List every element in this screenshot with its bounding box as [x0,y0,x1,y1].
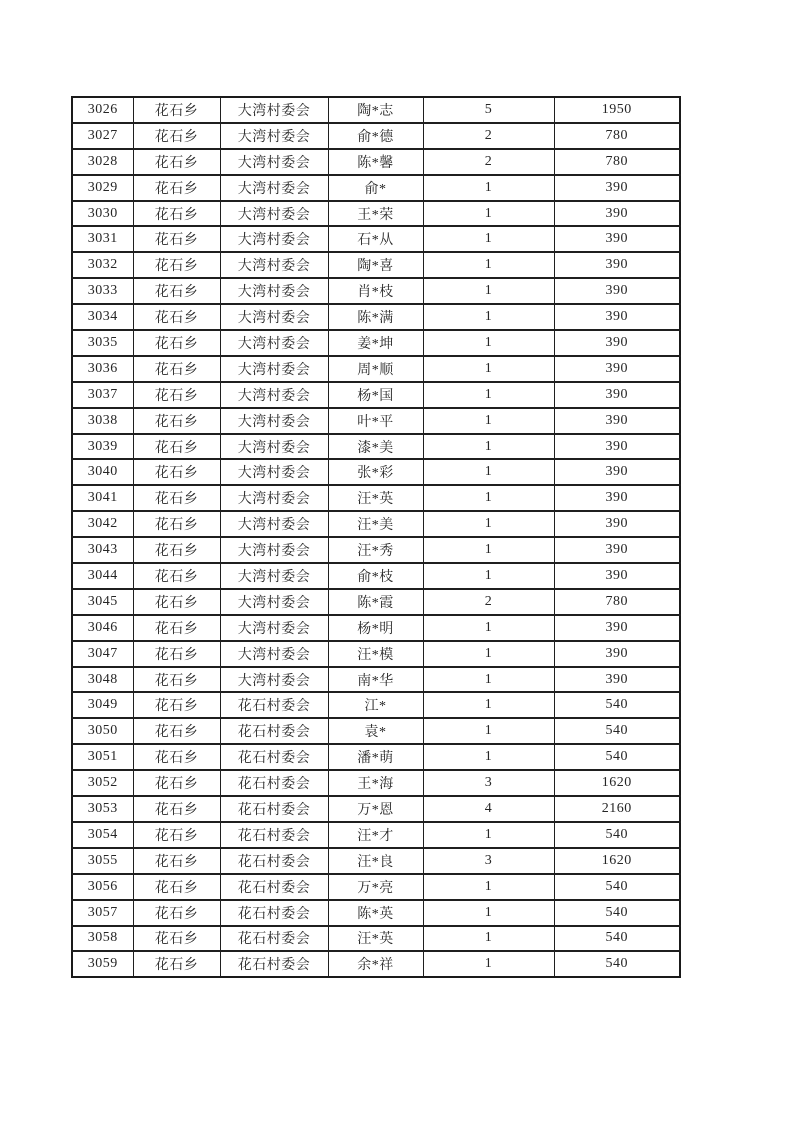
cell-seq-number: 3051 [72,744,133,770]
cell-amount: 390 [554,434,680,460]
table-body [72,97,680,977]
cell-amount: 390 [554,563,680,589]
cell-amount: 540 [554,926,680,952]
cell-township: 花石乡 [133,252,220,278]
cell-count: 1 [423,900,554,926]
table-row [72,796,680,822]
cell-person-name: 张*彩 [328,459,423,485]
cell-count: 1 [423,175,554,201]
cell-amount: 390 [554,667,680,693]
cell-seq-number: 3049 [72,692,133,718]
cell-amount: 390 [554,330,680,356]
cell-township: 花石乡 [133,900,220,926]
cell-seq-number: 3033 [72,278,133,304]
table-row [72,408,680,434]
cell-township: 花石乡 [133,304,220,330]
cell-seq-number: 3034 [72,304,133,330]
cell-amount: 390 [554,485,680,511]
cell-township: 花石乡 [133,149,220,175]
cell-amount: 540 [554,900,680,926]
table-row [72,175,680,201]
cell-village-committee: 大湾村委会 [220,563,328,589]
cell-seq-number: 3041 [72,485,133,511]
cell-amount: 390 [554,511,680,537]
cell-township: 花石乡 [133,459,220,485]
cell-amount: 390 [554,356,680,382]
cell-person-name: 南*华 [328,667,423,693]
cell-amount: 540 [554,822,680,848]
cell-person-name: 陈*霞 [328,589,423,615]
cell-village-committee: 花石村委会 [220,718,328,744]
table-row [72,226,680,252]
cell-count: 1 [423,356,554,382]
cell-person-name: 俞*德 [328,123,423,149]
cell-township: 花石乡 [133,537,220,563]
cell-seq-number: 3026 [72,97,133,123]
table-row [72,822,680,848]
cell-count: 3 [423,770,554,796]
cell-village-committee: 大湾村委会 [220,149,328,175]
cell-seq-number: 3040 [72,459,133,485]
cell-person-name: 汪*英 [328,926,423,952]
cell-seq-number: 3038 [72,408,133,434]
cell-village-committee: 花石村委会 [220,796,328,822]
cell-amount: 390 [554,537,680,563]
table-row [72,874,680,900]
cell-village-committee: 大湾村委会 [220,408,328,434]
cell-village-committee: 花石村委会 [220,848,328,874]
cell-seq-number: 3057 [72,900,133,926]
cell-person-name: 陶*喜 [328,252,423,278]
table-row [72,563,680,589]
cell-village-committee: 花石村委会 [220,744,328,770]
table-row [72,744,680,770]
cell-village-committee: 大湾村委会 [220,356,328,382]
cell-village-committee: 花石村委会 [220,770,328,796]
table-row [72,123,680,149]
table-row [72,770,680,796]
cell-township: 花石乡 [133,796,220,822]
cell-seq-number: 3030 [72,201,133,227]
table-row [72,201,680,227]
cell-seq-number: 3055 [72,848,133,874]
cell-count: 1 [423,511,554,537]
cell-township: 花石乡 [133,692,220,718]
table-row [72,641,680,667]
cell-township: 花石乡 [133,226,220,252]
cell-seq-number: 3053 [72,796,133,822]
table-row [72,382,680,408]
cell-village-committee: 大湾村委会 [220,304,328,330]
cell-township: 花石乡 [133,356,220,382]
cell-count: 2 [423,149,554,175]
cell-amount: 390 [554,278,680,304]
cell-village-committee: 大湾村委会 [220,459,328,485]
cell-seq-number: 3039 [72,434,133,460]
cell-person-name: 叶*平 [328,408,423,434]
cell-seq-number: 3036 [72,356,133,382]
table-row [72,434,680,460]
cell-person-name: 陶*志 [328,97,423,123]
cell-village-committee: 大湾村委会 [220,330,328,356]
table-row [72,615,680,641]
cell-amount: 390 [554,615,680,641]
cell-seq-number: 3029 [72,175,133,201]
cell-seq-number: 3058 [72,926,133,952]
cell-village-committee: 大湾村委会 [220,641,328,667]
cell-seq-number: 3054 [72,822,133,848]
cell-count: 1 [423,926,554,952]
cell-count: 1 [423,744,554,770]
cell-seq-number: 3042 [72,511,133,537]
cell-village-committee: 花石村委会 [220,692,328,718]
cell-person-name: 袁* [328,718,423,744]
cell-amount: 1620 [554,848,680,874]
cell-township: 花石乡 [133,615,220,641]
table-row [72,252,680,278]
cell-township: 花石乡 [133,330,220,356]
cell-person-name: 石*从 [328,226,423,252]
cell-amount: 390 [554,252,680,278]
cell-person-name: 姜*坤 [328,330,423,356]
cell-person-name: 杨*国 [328,382,423,408]
table-row [72,537,680,563]
cell-amount: 390 [554,175,680,201]
table-row [72,330,680,356]
table-row [72,848,680,874]
cell-person-name: 杨*明 [328,615,423,641]
cell-township: 花石乡 [133,667,220,693]
cell-seq-number: 3028 [72,149,133,175]
cell-amount: 390 [554,641,680,667]
cell-count: 1 [423,330,554,356]
cell-count: 3 [423,848,554,874]
table-row [72,589,680,615]
cell-amount: 1950 [554,97,680,123]
cell-township: 花石乡 [133,589,220,615]
cell-amount: 780 [554,149,680,175]
cell-amount: 390 [554,382,680,408]
cell-count: 1 [423,278,554,304]
cell-amount: 540 [554,951,680,977]
cell-count: 1 [423,718,554,744]
cell-count: 1 [423,434,554,460]
cell-seq-number: 3027 [72,123,133,149]
cell-person-name: 肖*枝 [328,278,423,304]
cell-seq-number: 3052 [72,770,133,796]
cell-amount: 2160 [554,796,680,822]
table-row [72,692,680,718]
cell-seq-number: 3031 [72,226,133,252]
table-row [72,951,680,977]
cell-amount: 1620 [554,770,680,796]
cell-township: 花石乡 [133,951,220,977]
cell-count: 1 [423,537,554,563]
cell-count: 1 [423,304,554,330]
cell-seq-number: 3044 [72,563,133,589]
table-row [72,900,680,926]
cell-township: 花石乡 [133,770,220,796]
cell-person-name: 江* [328,692,423,718]
subsidy-roster-table [71,96,681,978]
cell-amount: 540 [554,874,680,900]
table-row [72,356,680,382]
table-row [72,511,680,537]
cell-township: 花石乡 [133,926,220,952]
cell-person-name: 王*荣 [328,201,423,227]
cell-count: 1 [423,692,554,718]
table-row [72,459,680,485]
cell-seq-number: 3035 [72,330,133,356]
cell-person-name: 漆*美 [328,434,423,460]
cell-township: 花石乡 [133,123,220,149]
cell-township: 花石乡 [133,175,220,201]
cell-amount: 540 [554,744,680,770]
cell-person-name: 周*顺 [328,356,423,382]
cell-township: 花石乡 [133,874,220,900]
cell-amount: 780 [554,589,680,615]
cell-seq-number: 3059 [72,951,133,977]
cell-village-committee: 大湾村委会 [220,175,328,201]
cell-village-committee: 花石村委会 [220,822,328,848]
cell-amount: 780 [554,123,680,149]
cell-person-name: 汪*才 [328,822,423,848]
cell-township: 花石乡 [133,382,220,408]
cell-count: 1 [423,563,554,589]
cell-person-name: 俞* [328,175,423,201]
cell-amount: 540 [554,692,680,718]
cell-person-name: 陈*英 [328,900,423,926]
cell-amount: 390 [554,408,680,434]
cell-township: 花石乡 [133,97,220,123]
cell-count: 4 [423,796,554,822]
cell-village-committee: 大湾村委会 [220,123,328,149]
table-row [72,718,680,744]
cell-village-committee: 大湾村委会 [220,615,328,641]
cell-township: 花石乡 [133,434,220,460]
cell-amount: 390 [554,201,680,227]
cell-township: 花石乡 [133,278,220,304]
cell-village-committee: 花石村委会 [220,926,328,952]
cell-village-committee: 大湾村委会 [220,201,328,227]
cell-village-committee: 大湾村委会 [220,589,328,615]
table-row [72,667,680,693]
cell-village-committee: 大湾村委会 [220,97,328,123]
cell-person-name: 汪*英 [328,485,423,511]
cell-count: 2 [423,123,554,149]
cell-count: 1 [423,951,554,977]
cell-seq-number: 3046 [72,615,133,641]
cell-seq-number: 3037 [72,382,133,408]
cell-township: 花石乡 [133,563,220,589]
cell-person-name: 汪*美 [328,511,423,537]
table-row [72,926,680,952]
cell-person-name: 余*祥 [328,951,423,977]
cell-village-committee: 大湾村委会 [220,511,328,537]
cell-seq-number: 3043 [72,537,133,563]
cell-township: 花石乡 [133,511,220,537]
cell-person-name: 俞*枝 [328,563,423,589]
cell-township: 花石乡 [133,744,220,770]
cell-count: 5 [423,97,554,123]
table-row [72,149,680,175]
cell-person-name: 汪*模 [328,641,423,667]
cell-township: 花石乡 [133,408,220,434]
cell-seq-number: 3045 [72,589,133,615]
cell-township: 花石乡 [133,201,220,227]
table-row [72,485,680,511]
cell-village-committee: 大湾村委会 [220,382,328,408]
cell-seq-number: 3048 [72,667,133,693]
cell-person-name: 潘*萌 [328,744,423,770]
cell-count: 1 [423,822,554,848]
cell-township: 花石乡 [133,718,220,744]
cell-person-name: 陈*馨 [328,149,423,175]
cell-count: 1 [423,667,554,693]
cell-township: 花石乡 [133,641,220,667]
cell-count: 1 [423,252,554,278]
cell-count: 1 [423,382,554,408]
cell-count: 1 [423,874,554,900]
cell-seq-number: 3056 [72,874,133,900]
cell-village-committee: 大湾村委会 [220,537,328,563]
cell-count: 1 [423,201,554,227]
cell-person-name: 万*亮 [328,874,423,900]
cell-count: 1 [423,485,554,511]
cell-person-name: 万*恩 [328,796,423,822]
cell-township: 花石乡 [133,485,220,511]
cell-count: 1 [423,226,554,252]
cell-person-name: 汪*良 [328,848,423,874]
cell-village-committee: 花石村委会 [220,874,328,900]
cell-seq-number: 3047 [72,641,133,667]
cell-seq-number: 3050 [72,718,133,744]
cell-amount: 390 [554,459,680,485]
cell-township: 花石乡 [133,822,220,848]
cell-amount: 390 [554,304,680,330]
cell-village-committee: 大湾村委会 [220,485,328,511]
cell-seq-number: 3032 [72,252,133,278]
table-row [72,304,680,330]
cell-village-committee: 花石村委会 [220,951,328,977]
cell-count: 1 [423,459,554,485]
cell-amount: 390 [554,226,680,252]
cell-count: 1 [423,615,554,641]
table-row [72,97,680,123]
cell-village-committee: 大湾村委会 [220,434,328,460]
cell-person-name: 陈*满 [328,304,423,330]
cell-township: 花石乡 [133,848,220,874]
cell-amount: 540 [554,718,680,744]
cell-village-committee: 大湾村委会 [220,226,328,252]
cell-village-committee: 花石村委会 [220,900,328,926]
cell-count: 2 [423,589,554,615]
cell-village-committee: 大湾村委会 [220,278,328,304]
cell-person-name: 王*海 [328,770,423,796]
cell-person-name: 汪*秀 [328,537,423,563]
cell-count: 1 [423,408,554,434]
cell-count: 1 [423,641,554,667]
cell-village-committee: 大湾村委会 [220,252,328,278]
cell-village-committee: 大湾村委会 [220,667,328,693]
table-row [72,278,680,304]
